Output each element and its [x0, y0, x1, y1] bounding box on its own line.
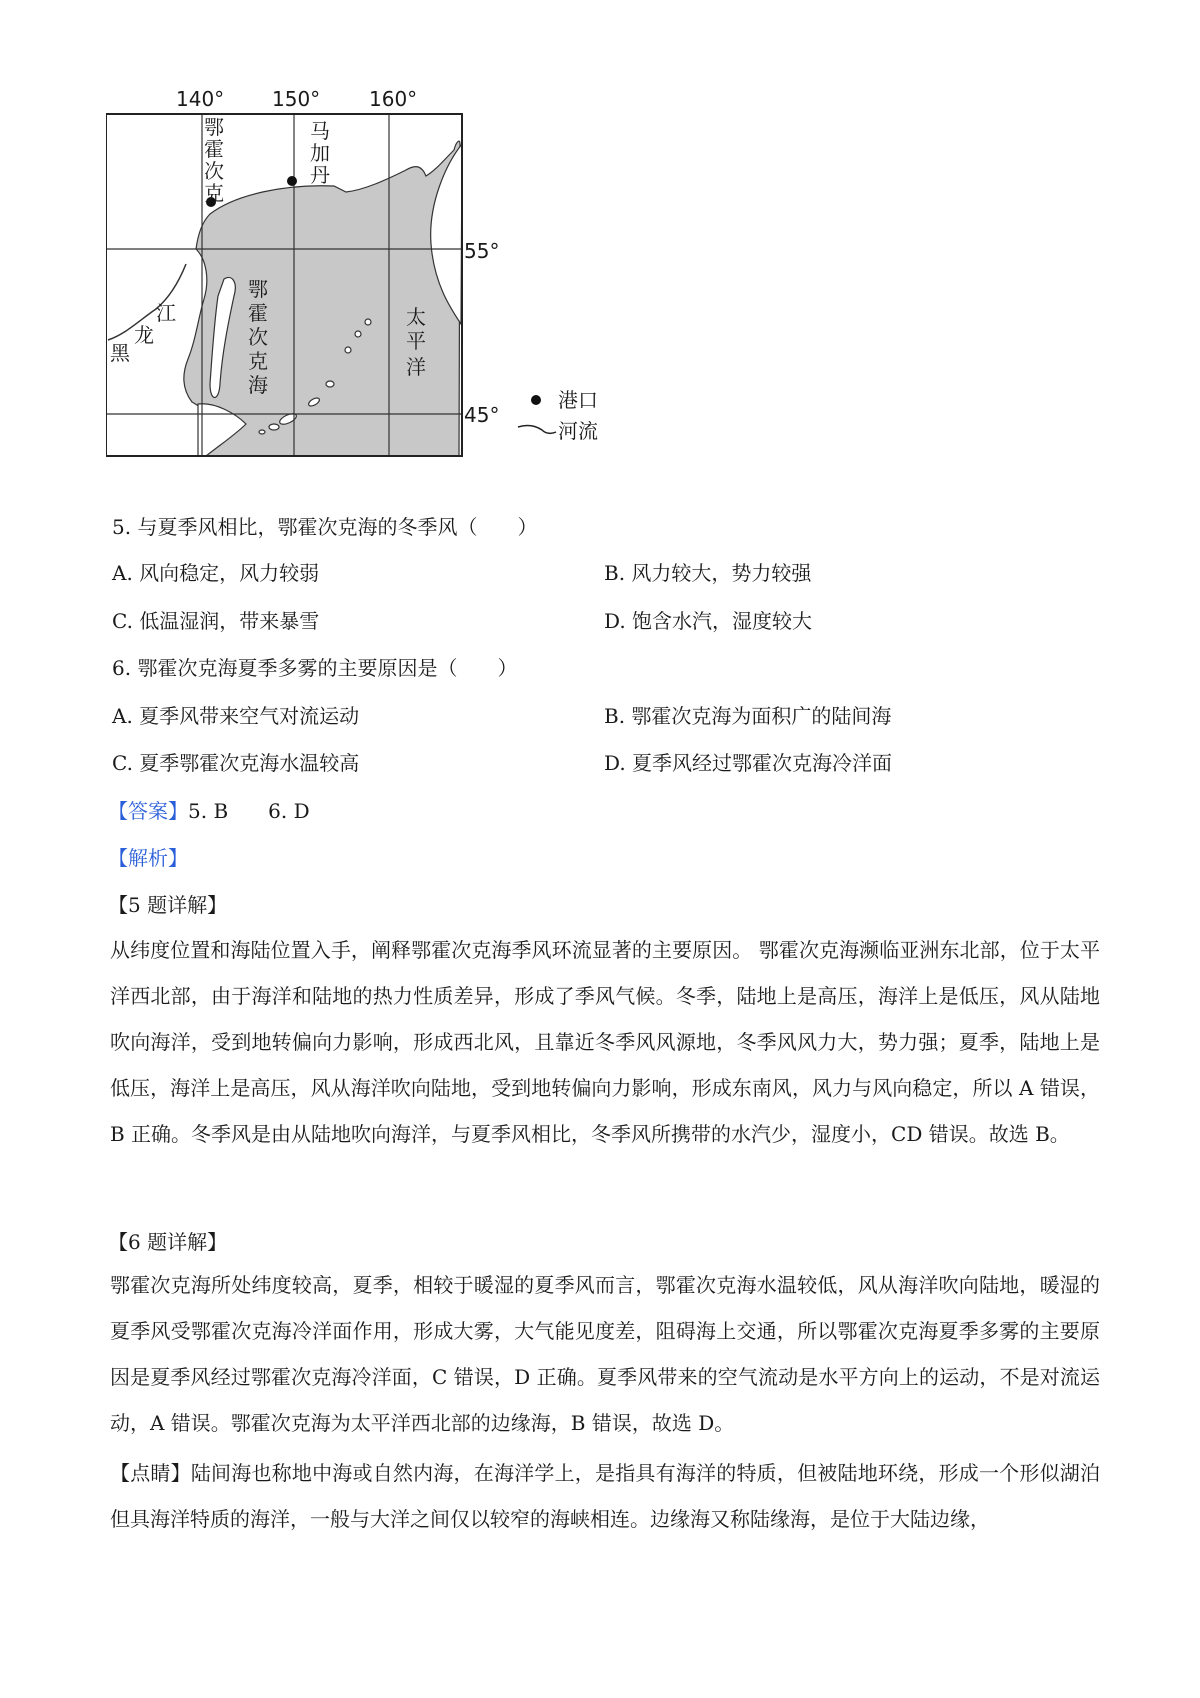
amur-char: 龙 — [134, 323, 154, 347]
sea-name-char: 海 — [248, 373, 268, 397]
q5-option-d: D. 饱含水汽，湿度较大 — [604, 609, 813, 633]
q5-stem: 5. 与夏季风相比，鄂霍次克海的冬季风（ ） — [112, 515, 538, 539]
legend-port-label: 港口 — [558, 388, 598, 412]
magadan-char: 丹 — [310, 163, 330, 187]
pacific-char: 平 — [406, 329, 426, 353]
tip-text: 陆间海也称地中海或自然内海，在海洋学上，是指具有海洋的特质，但被陆地环绕，形成一个形似湖泊但具海洋特质的海洋，一般与大洋之间仅以较窄的海峡相连。边缘海又称陆缘海，是位于大陆边缘， — [110, 1461, 1101, 1531]
pacific-char: 洋 — [406, 355, 426, 379]
amur-char: 江 — [156, 301, 176, 325]
sea-name-char: 克 — [248, 349, 268, 373]
q5-option-c: C. 低温湿润，带来暴雪 — [112, 609, 320, 633]
sea-name-char: 次 — [248, 325, 268, 349]
legend-port-symbol — [531, 395, 541, 405]
legend-river-symbol — [518, 426, 556, 434]
q5-option-b: B. 风力较大，势力较强 — [604, 561, 812, 585]
sea-name-char: 鄂 — [248, 277, 268, 301]
q6-option-d: D. 夏季风经过鄂霍次克海冷洋面 — [604, 751, 893, 775]
okhotsk-sea-map — [106, 84, 666, 504]
amur-char: 黑 — [110, 341, 130, 365]
lon-label-140: 140° — [176, 87, 225, 111]
detail6-title: 【6 题详解】 — [108, 1230, 228, 1254]
okhotsk-city-char: 鄂 — [204, 115, 224, 139]
q6-option-b: B. 鄂霍次克海为面积广的陆间海 — [604, 704, 892, 728]
q6-stem: 6. 鄂霍次克海夏季多雾的主要原因是（ ） — [112, 656, 518, 680]
tip-paragraph — [110, 1450, 1100, 1542]
answer-5: 5. B — [188, 799, 229, 823]
answer-6: 6. D — [268, 799, 310, 823]
lon-label-150: 150° — [272, 87, 321, 111]
q6-option-c: C. 夏季鄂霍次克海水温较高 — [112, 751, 360, 775]
okhotsk-city-char: 克 — [204, 181, 224, 205]
okhotsk-city-char: 霍 — [204, 137, 224, 161]
okhotsk-city-char: 次 — [204, 159, 224, 183]
magadan-char: 马 — [310, 119, 330, 143]
detail5-text: 从纬度位置和海陆位置入手，阐释鄂霍次克海季风环流显著的主要原因。 鄂霍次克海濒临亚洲东北部，位于太平洋西北部，由于海洋和陆地的热力性质差异，形成了季风气候。冬季，陆地上是高压，海洋上是低压，风从陆地吹向海洋，受到地转偏向力影响，形成西北风，且靠近冬季风风源地，冬季风风力大，势力强；夏季，陆地上是低压，海洋上是高压，风从海洋吹向陆地，受到地转偏向力影响，形成东南风，风力与风向稳定，所以 A 错误，B 正确。冬季风是由从陆地吹向海洋，与夏季风相比，冬季风所携带的水汽少，湿度小，CD 错误。故选 B。 — [110, 938, 1100, 1146]
lat-label-55: 55° — [464, 239, 500, 263]
magadan-char: 加 — [310, 141, 330, 165]
answer-line — [108, 796, 310, 826]
detail5-title: 【5 题详解】 — [108, 893, 228, 917]
magadan-port-dot — [287, 176, 297, 186]
q6-option-a: A. 夏季风带来空气对流运动 — [112, 704, 360, 728]
q5-option-a: A. 风向稳定，风力较弱 — [112, 561, 320, 585]
detail6-text: 鄂霍次克海所处纬度较高，夏季，相较于暖湿的夏季风而言，鄂霍次克海水温较低，风从海洋吹向陆地，暖湿的夏季风受鄂霍次克海冷洋面作用，形成大雾，大气能见度差，阻碍海上交通，所以鄂霍次克海夏季多雾的主要原因是夏季风经过鄂霍次克海冷洋面，C 错误，D 正确。夏季风带来的空气流动是水平方向上的运动，不是对流运动，A 错误。鄂霍次克海为太平洋西北部的边缘海，B 错误，故选 D。 — [110, 1273, 1100, 1435]
analysis-label: 【解析】 — [108, 846, 188, 870]
lat-label-45: 45° — [464, 403, 500, 427]
legend-river-label: 河流 — [558, 419, 598, 443]
lon-label-160: 160° — [369, 87, 418, 111]
sea-name-char: 霍 — [248, 301, 268, 325]
pacific-char: 太 — [406, 305, 426, 329]
tip-title: 【点睛】 — [110, 1461, 191, 1485]
answer-label: 【答案】 — [108, 799, 188, 823]
